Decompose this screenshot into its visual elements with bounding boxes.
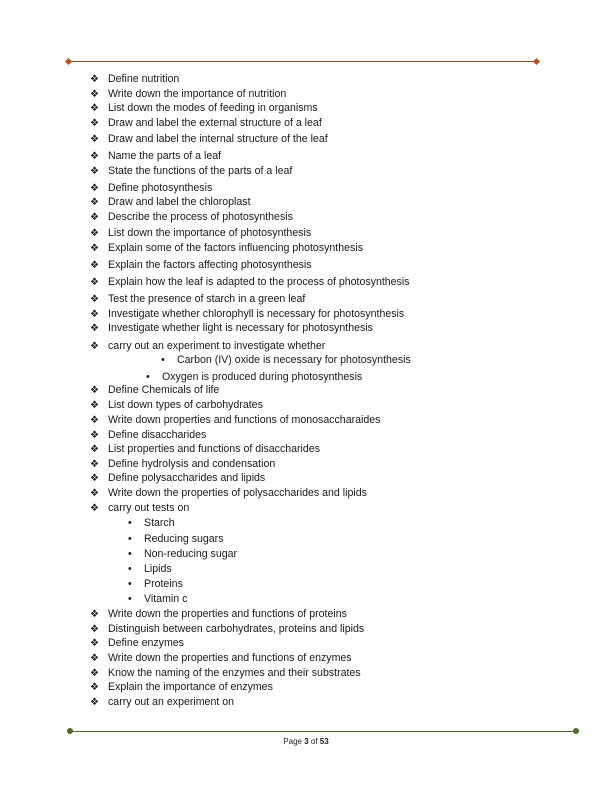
objective-item: ❖ Write down the importance of nutrition: [108, 88, 286, 101]
objective-item: ❖ Define disaccharides: [108, 429, 206, 442]
footer-divider: [70, 731, 576, 732]
footer-divider-left-ornament: [67, 728, 73, 734]
objective-item: ❖ Explain the factors affecting photosynthesis: [108, 259, 312, 272]
objective-item: ❖ Draw and label the external structure of a leaf: [108, 117, 322, 130]
objective-item: ❖ Write down properties and functions of monosaccharaides: [108, 414, 380, 427]
current-page: 3: [304, 737, 309, 746]
objective-item: ❖ List down the modes of feeding in organisms: [108, 102, 318, 115]
objective-item: ❖ Investigate whether light is necessary for photosynthesis: [108, 322, 373, 335]
objective-item: ❖ Investigate whether chlorophyll is necessary for photosynthesis: [108, 308, 404, 321]
page-number: [0, 737, 612, 746]
objective-item: ❖ Draw and label the internal structure of the leaf: [108, 133, 328, 146]
objective-item: ❖ List properties and functions of disaccharides: [108, 443, 320, 456]
total-pages: 53: [319, 737, 329, 746]
objective-item: ❖ Describe the process of photosynthesis: [108, 211, 293, 224]
footer-divider-right-ornament: [573, 728, 579, 734]
objective-item: ❖ State the functions of the parts of a leaf: [108, 165, 292, 178]
objective-subitem: • Starch: [144, 517, 175, 530]
objective-item: ❖ Define polysaccharides and lipids: [108, 472, 265, 485]
objective-item: ❖ Explain some of the factors influencing photosynthesis: [108, 242, 363, 255]
objective-item: ❖ Explain how the leaf is adapted to the process of photosynthesis: [108, 276, 410, 289]
objective-item: ❖ Define nutrition: [108, 73, 179, 86]
objective-item: ❖ List down the importance of photosynthesis: [108, 227, 311, 240]
page-separator: of: [310, 737, 318, 746]
objective-item: ❖ Define hydrolysis and condensation: [108, 458, 275, 471]
objective-subitem: • Oxygen is produced during photosynthesis: [162, 371, 362, 384]
objective-item: ❖ Name the parts of a leaf: [108, 150, 221, 163]
objective-subitem: • Reducing sugars: [144, 533, 224, 546]
objective-item: ❖ Distinguish between carbohydrates, proteins and lipids: [108, 623, 364, 636]
objective-item: ❖ carry out an experiment to investigate whether: [108, 340, 325, 353]
objective-item: ❖ Test the presence of starch in a green leaf: [108, 293, 305, 306]
objective-item: ❖ Write down the properties and functions of proteins: [108, 608, 347, 621]
objective-item: ❖ Know the naming of the enzymes and their substrates: [108, 667, 361, 680]
objective-subitem: • Vitamin c: [144, 593, 187, 606]
page-label: Page: [283, 737, 302, 746]
objective-item: ❖ Write down the properties and functions of enzymes: [108, 652, 352, 665]
objective-subitem: • Proteins: [144, 578, 183, 591]
objective-subitem: • Non-reducing sugar: [144, 548, 237, 561]
objective-subitem: • Lipids: [144, 563, 172, 576]
objective-item: ❖ Write down the properties of polysaccharides and lipids: [108, 487, 367, 500]
objective-item: ❖ Define photosynthesis: [108, 182, 212, 195]
objective-item: ❖ Explain the importance of enzymes: [108, 681, 273, 694]
objective-item: ❖ List down types of carbohydrates: [108, 399, 263, 412]
objective-item: ❖ Define Chemicals of life: [108, 384, 219, 397]
objective-item: ❖ carry out tests on: [108, 502, 189, 515]
objective-item: ❖ Define enzymes: [108, 637, 184, 650]
objective-item: ❖ Draw and label the chloroplast: [108, 196, 251, 209]
objective-item: ❖ carry out an experiment on: [108, 696, 234, 709]
objective-subitem: • Carbon (IV) oxide is necessary for photosynthesis: [177, 354, 411, 367]
